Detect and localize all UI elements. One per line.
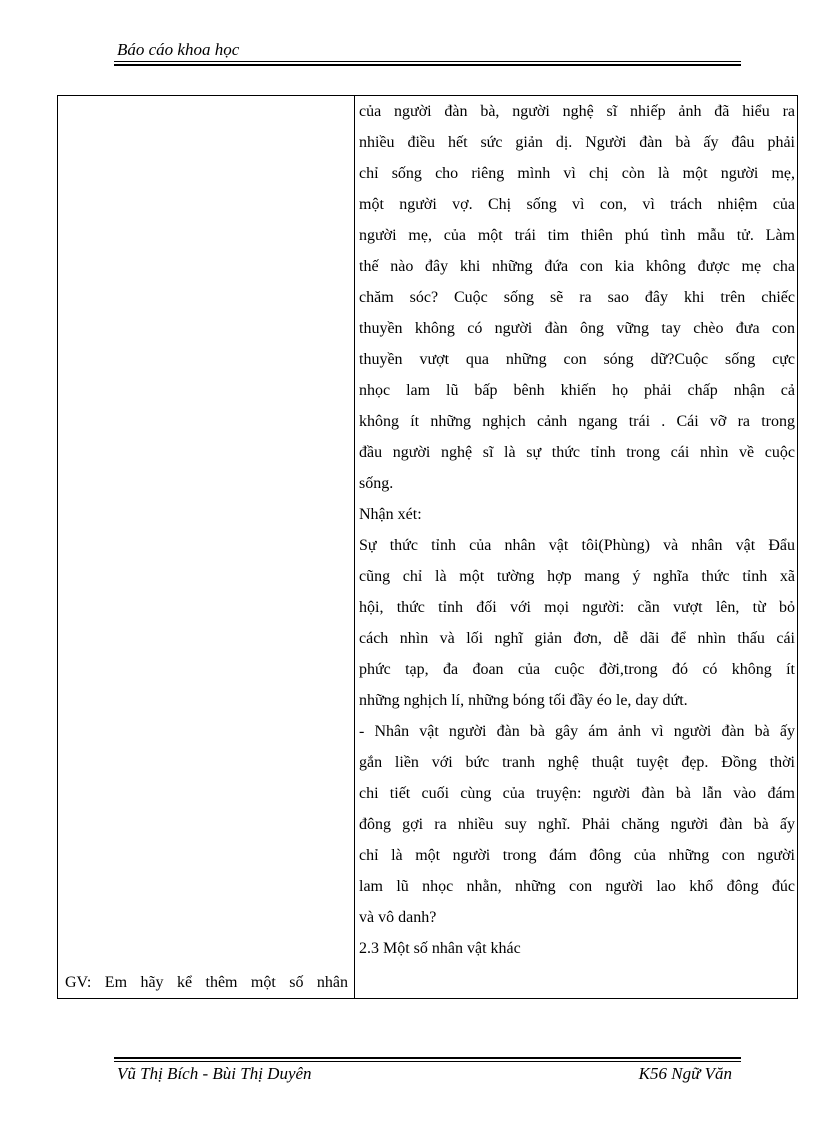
page-header-title: Báo cáo khoa học bbox=[117, 40, 240, 59]
content-line: chi tiết cuối cùng của truyện: người đàn bà lẫn vào đám bbox=[359, 785, 795, 802]
content-line: không ít những nghịch cảnh ngang trái . Cái vỡ ra trong bbox=[359, 413, 795, 430]
content-line: hội, thức tỉnh đối với mọi người: cần vượt lên, từ bỏ bbox=[359, 599, 795, 616]
content-line: và vô danh? bbox=[359, 909, 437, 926]
content-line: một người vợ. Chị sống vì con, vì trách nhiệm của bbox=[359, 196, 795, 213]
content-line: phức tạp, đa đoan của cuộc đời,trong đó có không ít bbox=[359, 661, 795, 678]
content-line: - Nhân vật người đàn bà gây ám ảnh vì người đàn bà ấy bbox=[359, 723, 795, 740]
content-line: của người đàn bà, người nghệ sĩ nhiếp ảnh đã hiểu ra bbox=[359, 103, 795, 120]
content-table bbox=[57, 95, 798, 999]
header-rule-thick bbox=[114, 64, 741, 66]
content-line: Sự thức tỉnh của nhân vật tôi(Phùng) và nhân vật Đẩu bbox=[359, 537, 795, 554]
footer-rule-thick bbox=[114, 1057, 741, 1059]
content-line: nhọc lam lũ bấp bênh khiến họ phải chấp nhận cả bbox=[359, 382, 795, 399]
teacher-prompt-cell: GV: Em hãy kể thêm một số nhân bbox=[65, 974, 348, 991]
content-line: 2.3 Một số nhân vật khác bbox=[359, 940, 521, 957]
content-line: cũng chỉ là một tường hợp mang ý nghĩa thức tỉnh xã bbox=[359, 568, 795, 585]
header-rule bbox=[114, 61, 741, 62]
content-line: người mẹ, của một trái tim thiên phú tình mẫu tử. Làm bbox=[359, 227, 795, 244]
content-line: lam lũ nhọc nhằn, những con người lao khổ đông đúc bbox=[359, 878, 795, 895]
content-line: đầu người nghệ sĩ là sự thức tỉnh trong cái nhìn về cuộc bbox=[359, 444, 795, 461]
content-line: Nhận xét: bbox=[359, 506, 422, 523]
content-line: chăm sóc? Cuộc sống sẽ ra sao đây khi trên chiếc bbox=[359, 289, 795, 306]
content-line: thuyền vượt qua những con sóng dữ?Cuộc sống cực bbox=[359, 351, 795, 368]
content-line: gắn liền với bức tranh nghệ thuật tuyệt đẹp. Đồng thời bbox=[359, 754, 795, 771]
column-divider bbox=[354, 96, 355, 998]
content-line: thế nào đây khi những đứa con kia không được mẹ cha bbox=[359, 258, 795, 275]
content-line: chỉ sống cho riêng mình vì chị còn là một người mẹ, bbox=[359, 165, 795, 182]
content-line: sống. bbox=[359, 475, 394, 492]
footer-class: K56 Ngữ Văn bbox=[638, 1064, 732, 1083]
footer-authors: Vũ Thị Bích - Bùi Thị Duyên bbox=[117, 1064, 312, 1083]
content-line: những nghịch lí, những bóng tối đầy éo le, day dứt. bbox=[359, 692, 688, 709]
content-line: thuyền không có người đàn ông vững tay chèo đưa con bbox=[359, 320, 795, 337]
footer-rule bbox=[114, 1061, 741, 1062]
content-line: đông gợi ra nhiều suy nghĩ. Phải chăng người đàn bà ấy bbox=[359, 816, 795, 833]
content-cell bbox=[359, 96, 795, 964]
content-line: chỉ là một người trong đám đông của những con người bbox=[359, 847, 795, 864]
content-line: cách nhìn và lối nghĩ giản đơn, dễ dãi để nhìn thấu cái bbox=[359, 630, 795, 647]
content-line: nhiều điều hết sức giản dị. Người đàn bà ấy đâu phải bbox=[359, 134, 795, 151]
